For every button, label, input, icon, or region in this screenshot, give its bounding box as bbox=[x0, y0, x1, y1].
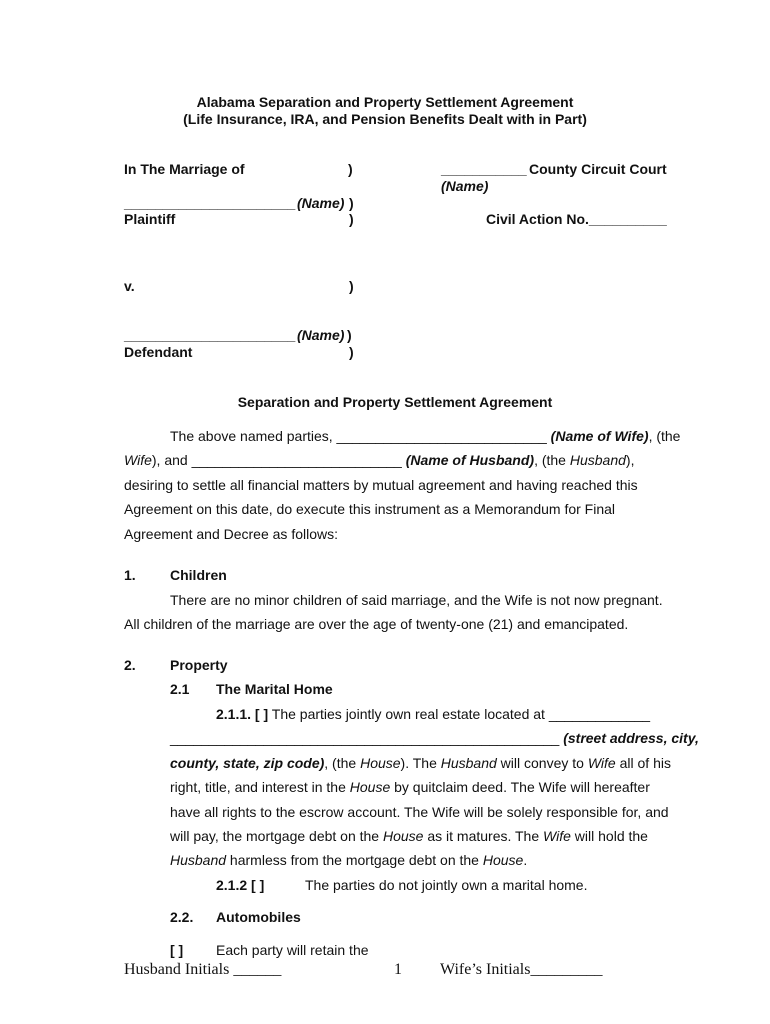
address-line: __________________________________________________ (street address, city, bbox=[170, 730, 699, 746]
house-line-6: will pay, the mortgage debt on the House as it matures. The Wife will hold the bbox=[170, 828, 648, 844]
title-line-1: Alabama Separation and Property Settlement Agreement bbox=[196, 94, 574, 110]
county-name-label: (Name) bbox=[441, 178, 489, 194]
section-2-1-1-checkbox[interactable]: 2.1.1. [ ] bbox=[216, 706, 269, 722]
in-marriage-label: In The Marriage of bbox=[124, 161, 245, 177]
section-1-line-2: All children of the marriage are over the age of twenty-one (21) and emancipated. bbox=[124, 616, 629, 632]
section-2-1-number: 2.1 bbox=[170, 681, 190, 697]
defendant-label: Defendant bbox=[124, 344, 193, 360]
section-2-number: 2. bbox=[124, 657, 136, 673]
civil-action-label: Civil Action No.__________ bbox=[486, 211, 667, 227]
plaintiff-blank: ______________________ bbox=[124, 195, 296, 211]
county-court-label: County Circuit Court bbox=[529, 161, 667, 177]
section-2-title: Property bbox=[170, 657, 228, 673]
county-blank: ___________ bbox=[441, 161, 527, 177]
caption-paren: ) bbox=[349, 344, 354, 360]
section-1-number: 1. bbox=[124, 567, 136, 583]
automobiles-text: Each party will retain the bbox=[216, 942, 369, 958]
section-2-1-2-checkbox[interactable]: 2.1.2 [ ] bbox=[216, 877, 265, 893]
caption-paren: ) bbox=[348, 161, 353, 177]
house-line-7: Husband harmless from the mortgage debt on the House. bbox=[170, 852, 528, 868]
defendant-blank: ______________________ bbox=[124, 327, 296, 343]
page-number: 1 bbox=[394, 961, 402, 978]
title-line-2: (Life Insurance, IRA, and Pension Benefits Dealt with in Part) bbox=[183, 111, 587, 127]
section-2-2-number: 2.2. bbox=[170, 909, 194, 925]
plaintiff-label: Plaintiff bbox=[124, 211, 176, 227]
plaintiff-name-label: (Name) bbox=[297, 195, 345, 211]
intro-line-3: desiring to settle all financial matters by mutual agreement and having reached this bbox=[124, 477, 638, 493]
section-1-title: Children bbox=[170, 567, 227, 583]
house-line-4: right, title, and interest in the House by quitclaim deed. The Wife will hereafter bbox=[170, 779, 650, 795]
section-2-1-title: The Marital Home bbox=[216, 681, 333, 697]
section-2-1-2-text: The parties do not jointly own a marital home. bbox=[305, 877, 588, 893]
agreement-heading: Separation and Property Settlement Agreement bbox=[237, 394, 553, 410]
section-2-2-title: Automobiles bbox=[216, 909, 301, 925]
versus-label: v. bbox=[124, 278, 135, 294]
house-line-3: county, state, zip code), (the House). The Husband will convey to Wife all of his bbox=[170, 755, 671, 771]
wife-initials: Wife’s Initials_________ bbox=[440, 961, 603, 978]
husband-initials: Husband Initials ______ bbox=[124, 961, 282, 978]
automobiles-checkbox[interactable]: [ ] bbox=[170, 942, 184, 958]
intro-line-5: Agreement and Decree as follows: bbox=[124, 526, 338, 542]
caption-paren: ) bbox=[349, 211, 354, 227]
section-1-line-1: There are no minor children of said marriage, and the Wife is not now pregnant. bbox=[170, 592, 663, 608]
section-2-1-1-line: 2.1.1. [ ] The parties jointly own real estate located at _____________ bbox=[216, 706, 651, 722]
caption-paren: ) bbox=[349, 195, 354, 211]
intro-line-2: Wife), and ___________________________ (Name of Husband), (the Husband), bbox=[124, 452, 635, 468]
intro-line-4: Agreement on this date, do execute this instrument as a Memorandum for Final bbox=[124, 501, 616, 517]
intro-line-1: The above named parties, ___________________________ (Name of Wife), (the bbox=[170, 428, 681, 444]
caption-paren: ) bbox=[349, 278, 354, 294]
defendant-name-label: (Name) bbox=[297, 327, 345, 343]
house-line-5: have all rights to the escrow account. The Wife will be solely responsible for, and bbox=[170, 804, 669, 820]
caption-paren: ) bbox=[347, 327, 352, 343]
